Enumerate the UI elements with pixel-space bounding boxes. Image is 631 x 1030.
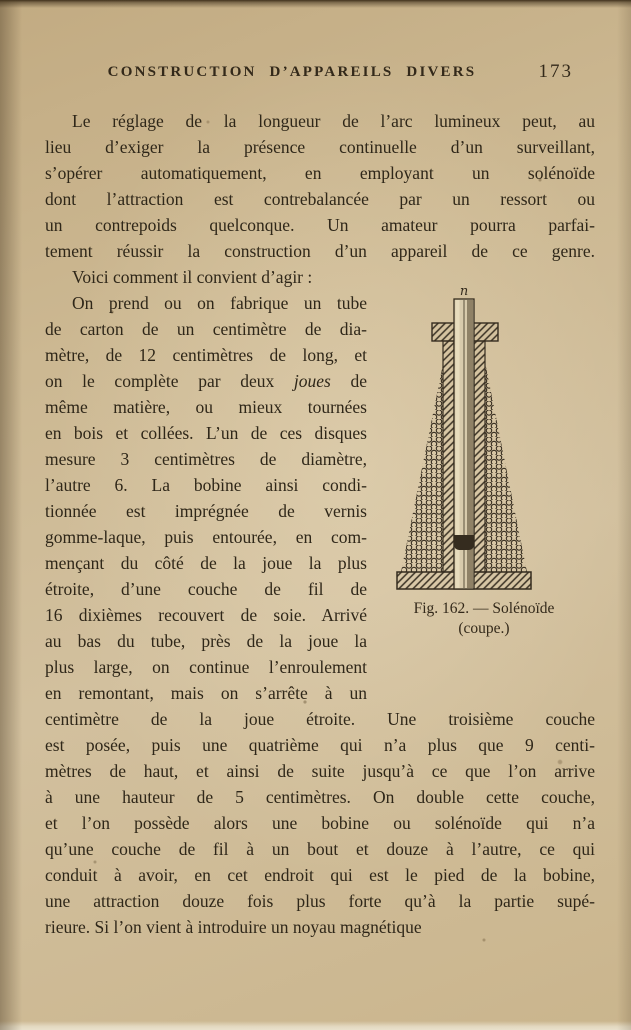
text-line: rieure. Si l’on vient à introduire un noyau magnétique (45, 917, 422, 937)
chapter-title: CONSTRUCTION D’APPAREILS DIVERS (107, 64, 477, 80)
text-line: mesure 3 centimètres de diamètre, (45, 449, 367, 469)
text-line: mençant du côté de la joue la plus (45, 553, 367, 573)
text-line: mètre, de 12 centimètres de long, et (45, 345, 367, 365)
text-line: étroite, d’une couche de fil de (45, 579, 367, 599)
text-line: on le complète par deux joues de (45, 371, 367, 391)
figure-solenoide (373, 284, 595, 684)
winding-left (401, 364, 443, 572)
tube-wall-right (474, 341, 485, 572)
scan-edge-bottom (0, 1021, 631, 1030)
scan-edge-left (0, 0, 22, 1030)
text-line: en remontant, mais on s’arrête à un (45, 683, 367, 703)
solenoid-drawing (384, 284, 584, 596)
text-line: de carton de un centimètre de dia- (45, 319, 367, 339)
text-line: conduit à avoir, en cet endroit qui est le pied de la bobine, (45, 865, 595, 885)
tube-wall-left (443, 341, 454, 572)
text-line: s’opérer automatiquement, en employant un solénoïde (45, 163, 595, 183)
text-line: une attraction douze fois plus forte qu’à la partie supé- (45, 891, 595, 911)
text-line: même matière, ou mieux tournées (45, 397, 367, 417)
text-line: Le réglage de la longueur de l’arc lumineux peut, au (72, 111, 595, 131)
text-line: et l’on possède alors une bobine ou solénoïde qui n’a (45, 813, 595, 833)
text-line: à une hauteur de 5 centimètres. On double cette couche, (45, 787, 595, 807)
running-header (45, 61, 595, 88)
scan-edge-right (617, 0, 631, 1030)
text-line: mètres de haut, et ainsi de suite jusqu’à ce que l’on arrive (45, 761, 595, 781)
body-text (45, 108, 595, 940)
scan-edge-top (0, 0, 631, 8)
text-line: Voici comment il convient d’agir : (72, 267, 313, 287)
page-number: 173 (538, 61, 573, 82)
tube-end-cap (454, 535, 474, 550)
text-line: tionnée est imprégnée de vernis (45, 501, 367, 521)
figure-caption (373, 599, 595, 639)
paragraph-intro (45, 108, 595, 264)
figure-caption-line2: (coupe.) (458, 620, 510, 637)
text-line: qu’une couche de fil à un bout et douze à l’autre, ce qui (45, 839, 595, 859)
text-line: en bois et collées. L’un de ces disques (45, 423, 367, 443)
text-line: gomme-laque, puis entourée, en com- (45, 527, 367, 547)
core-label: n (459, 284, 469, 299)
text-line: est posée, puis une quatrième qui n’a plus que 9 centi- (45, 735, 595, 755)
figure-caption-line1: Fig. 162. — Solénoïde (413, 600, 555, 617)
text-line: au bas du tube, près de la joue la (45, 631, 367, 651)
winding-right (485, 362, 527, 572)
text-line: centimètre de la joue étroite. Une troisième couche (45, 709, 595, 729)
text-line: On prend ou on fabrique un tube (72, 293, 367, 313)
text-line: dont l’attraction est contrebalancée par un ressort ou (45, 189, 595, 209)
text-line: tement réussir la construction d’un appareil de ce genre. (45, 241, 595, 261)
text-line: l’autre 6. La bobine ainsi condi- (45, 475, 367, 495)
text-line: 16 dixièmes recouvert de soie. Arrivé (45, 605, 367, 625)
text-line: un contrepoids quelconque. Un amateur pourra parfai- (45, 215, 595, 235)
text-line: plus large, on continue l’enroulement (45, 657, 367, 677)
text-line: lieu d’exiger la présence continuelle d’un surveillant, (45, 137, 595, 157)
